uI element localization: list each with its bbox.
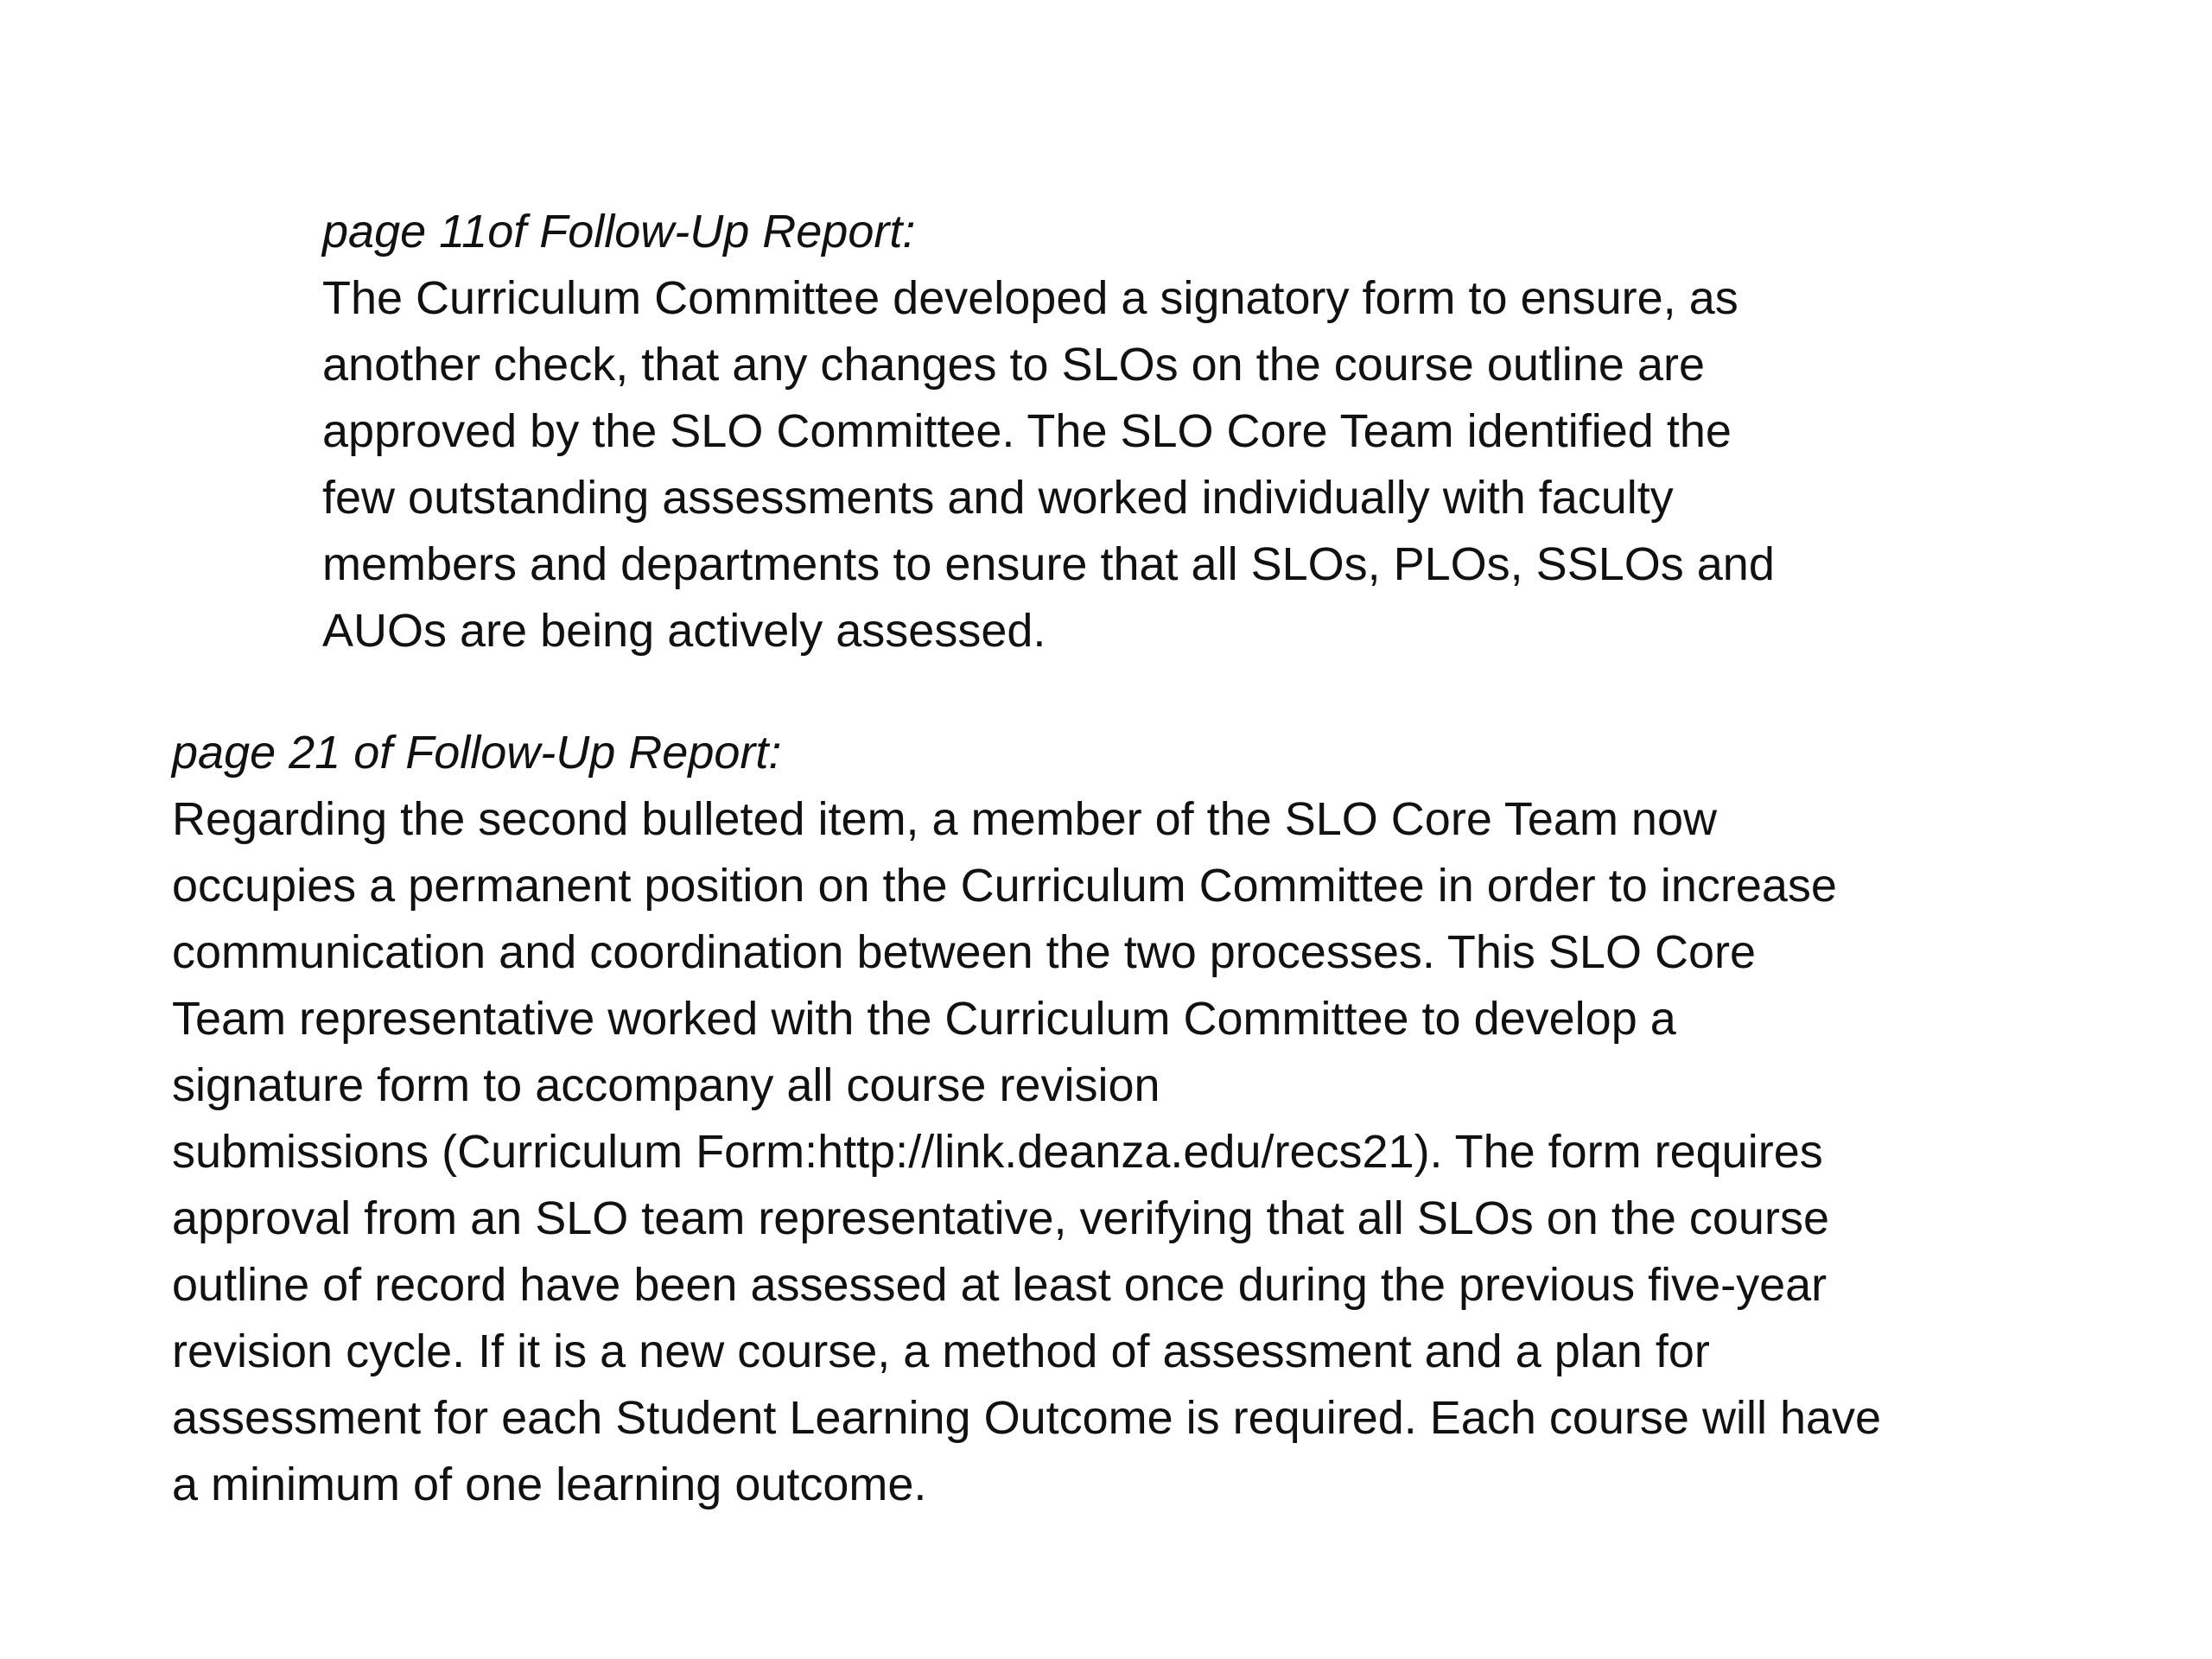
excerpt-body — [172, 786, 2099, 1518]
excerpt-line: The Curriculum Committee developed a signatory form to ensure, as — [322, 272, 1738, 324]
excerpt-line: approval from an SLO team representative, verifying that all SLOs on the course — [172, 1192, 1829, 1244]
excerpt-line: few outstanding assessments and worked individually with faculty — [322, 472, 1674, 524]
excerpt-line: another check, that any changes to SLOs on the course outline are — [322, 339, 1706, 391]
excerpt-body — [322, 265, 2016, 664]
excerpt-line: occupies a permanent position on the Curriculum Committee in order to increase — [172, 860, 1837, 912]
excerpt-line: signature form to accompany all course revision — [172, 1059, 1160, 1111]
excerpt-heading: page 21 of Follow-Up Report: — [172, 727, 782, 779]
excerpt-line: revision cycle. If it is a new course, a method of assessment and a plan for — [172, 1325, 1710, 1377]
excerpt-line: members and departments to ensure that all SLOs, PLOs, SSLOs and — [322, 538, 1775, 590]
excerpt-line: Team representative worked with the Curriculum Committee to develop a — [172, 993, 1676, 1045]
excerpt-line: outline of record have been assessed at least once during the previous five-year — [172, 1259, 1827, 1311]
excerpt-line: approved by the SLO Committee. The SLO Core Team identified the — [322, 405, 1732, 457]
excerpt-line: a minimum of one learning outcome. — [172, 1459, 927, 1510]
report-excerpt-page-11 — [322, 199, 2016, 664]
report-excerpt-page-21 — [172, 720, 2099, 1518]
excerpt-heading: page 11of Follow-Up Report: — [322, 206, 916, 257]
excerpt-line: Regarding the second bulleted item, a member of the SLO Core Team now — [172, 793, 1717, 845]
excerpt-line: submissions (Curriculum Form:http://link.deanza.edu/recs21). The form requires — [172, 1126, 1823, 1178]
excerpt-line: communication and coordination between the two processes. This SLO Core — [172, 926, 1756, 978]
excerpt-line: AUOs are being actively assessed. — [322, 605, 1046, 657]
excerpt-line: assessment for each Student Learning Outcome is required. Each course will have — [172, 1392, 1882, 1444]
